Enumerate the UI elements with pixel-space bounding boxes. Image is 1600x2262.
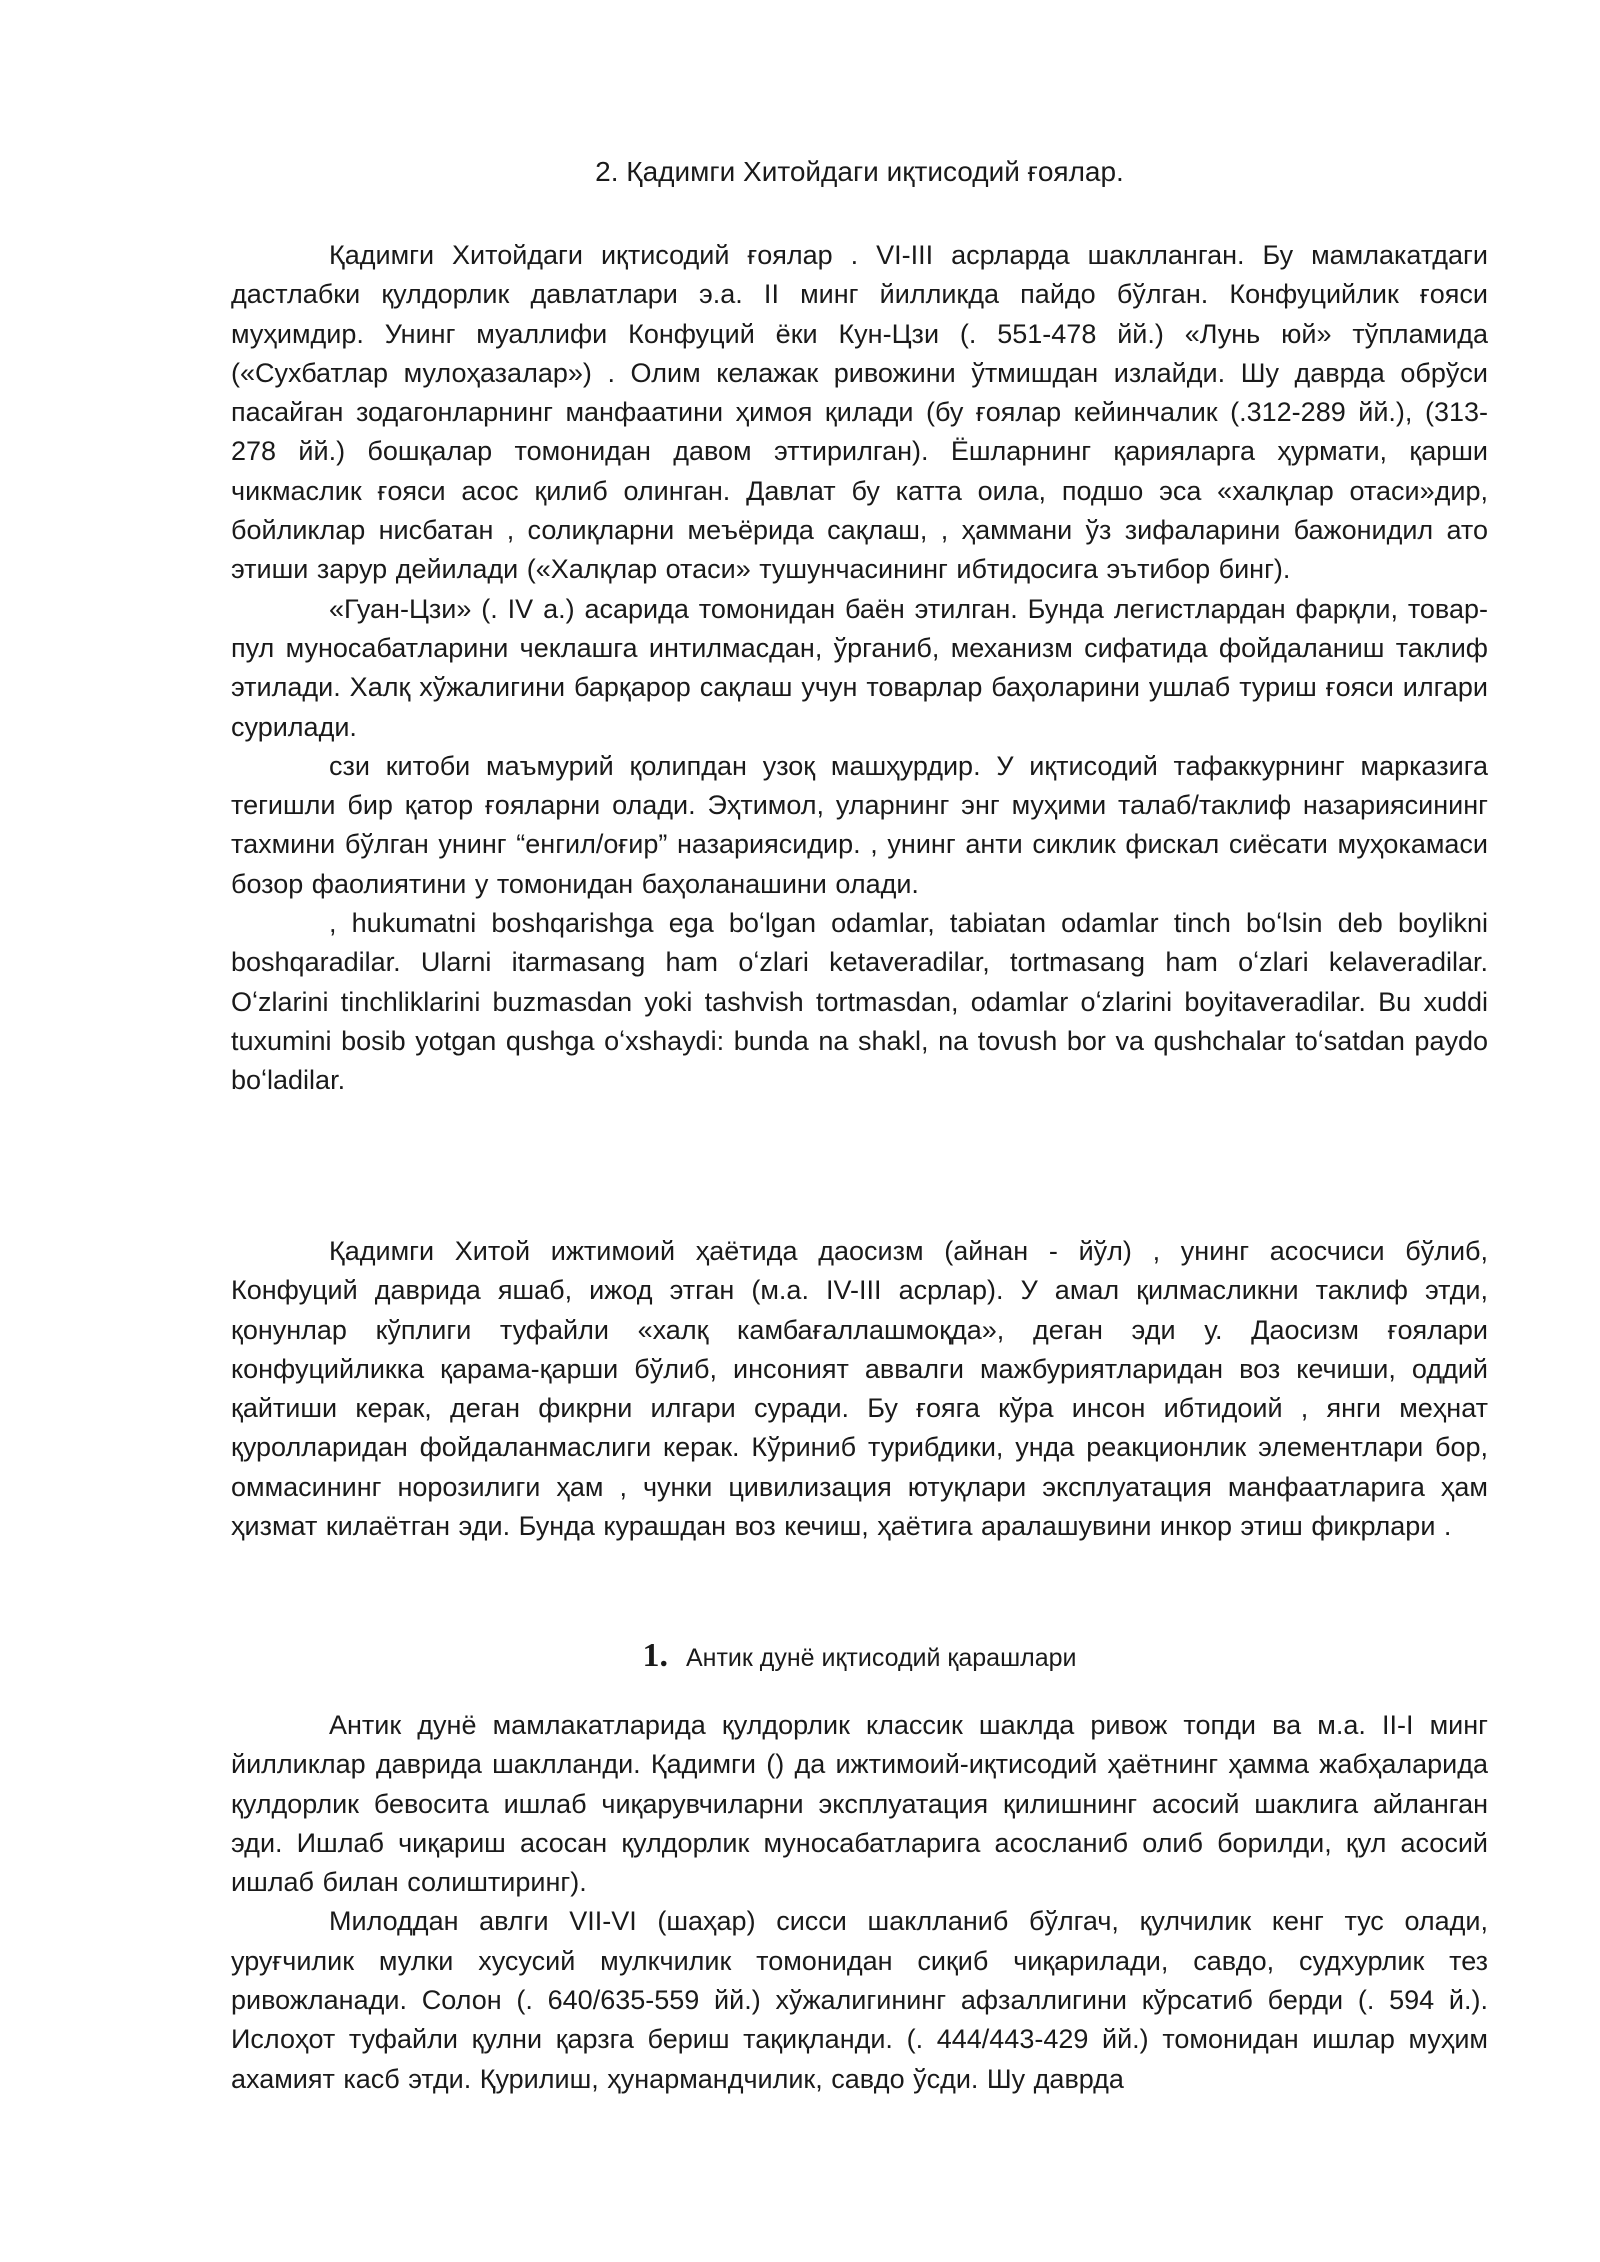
section-heading-china-text: 2. Қадимги Хитойдаги иқтисодий ғоялар. xyxy=(595,156,1124,187)
section-heading-antiquity xyxy=(231,1636,1488,1678)
section-heading-antiquity-text: Антик дунё иқтисодий қарашлари xyxy=(685,1644,1077,1672)
text-block-china xyxy=(231,236,1488,1101)
section-heading-china xyxy=(231,152,1488,192)
paragraph-uzbek-latin: , hukumatni boshqarishga ega boʻlgan odamlar, tabiatan odamlar tinch boʻlsin deb boylikni boshqaradilar. Ularni itarmasang ham oʻzlari ketaveradilar, tortmasang ham oʻzlari kelaveradilar. Oʻzlarini tinchliklarini buzmasdan yoki tashvish tortmasdan, odamlar oʻzlarini boyitaveradilar. Bu xuddi tuxumini bosib yotgan qushga oʻxshaydi: bunda na shakl, na tovush bor va qushchalar toʻsatdan paydo boʻladilar. xyxy=(231,908,1488,1096)
text-block-taoism xyxy=(231,1232,1488,1546)
paragraph-solon: Милоддан авлги VII-VI (шаҳар) сисси шаклланиб бўлгач, қулчилик кенг тус олади, уруғчилик мулки хусусий мулкчилик томонидан сиқиб чиқарилади, савдо, судхурлик тез ривожланади. Солон (. 640/635-559 йй.) хўжалигининг афзаллигини кўрсатиб берди (. 594 й.). Ислоҳот туфайли қулни қарзга бериш тақиқланди. (. 444/443-429 йй.) томонидан ишлар муҳим ахамият касб этди. Қурилиш, ҳунармандчилик, савдо ўсди. Шу даврда xyxy=(231,1906,1488,2094)
paragraph-guan-zi: «Гуан-Цзи» (. IV а.) асарида томонидан баён этилган. Бунда легистлардан фарқли, товар-пул муносабатларини чеклашга интилмасдан, ўрганиб, механизм сифатида фойдаланиш таклиф этилади. Халқ хўжалигини барқарор сақлаш учун товарлар баҳоларини ушлаб туриш ғояси илгари сурилади. xyxy=(231,593,1488,742)
section-heading-antiquity-number: 1. xyxy=(642,1637,668,1674)
paragraph-book: сзи китоби маъмурий қолипдан узоқ машҳурдир. У иқтисодий тафаккурнинг марказига тегишли бир қатор ғояларни олади. Эҳтимол, уларнинг энг муҳими талаб/таклиф назариясининг тахмини бўлган унинг “енгил/оғир” назариясидир. , унинг анти сиклик фискал сиёсати муҳокамаси бозор фаолиятини у томонидан баҳоланашини олади. xyxy=(231,750,1488,899)
paragraph-confucianism: Қадимги Хитойдаги иқтисодий ғоялар . VI-III асрларда шаклланган. Бу мамлакатдаги дастлабки қулдорлик давлатлари э.а. II минг йилликда пайдо бўлган. Конфуцийлик ғояси муҳимдир. Унинг муаллифи Конфуций ёки Кун-Цзи (. 551-478 йй.) «Лунь юй» тўпламида («Сухбатлар мулоҳазалар») . Олим келажак ривожини ўтмишдан излайди. Шу даврда обрўси пасайган зодагонларнинг манфаатини ҳимоя қилади (бу ғоялар кейинчалик (.312-289 йй.), (313-278 йй.) бошқалар томонидан давом эттирилган). Ёшларнинг қарияларга ҳурмати, қарши чикмаслик ғояси асос қилиб олинган. Давлат бу катта оила, подшо эса «халқлар отаси»дир, бойликлар нисбатан , солиқларни меъёрида сақлаш, , ҳаммани ўз зифаларини бажонидил ато этиши зарур дейилади («Халқлар отаси» тушунчасининг ибтидосига эътибор бинг). xyxy=(231,240,1488,585)
paragraph-antiquity-slavery: Антик дунё мамлакатларида қулдорлик классик шаклда ривож топди ва м.а. II-I минг йилликлар даврида шаклланди. Қадимги () да ижтимоий-иқтисодий ҳаётнинг ҳамма жабҳаларида қулдорлик бевосита ишлаб чиқарувчиларни эксплуатация қилишнинг асосий шаклига айланган эди. Ишлаб чиқариш асосан қулдорлик муносабатларига асосланиб олиб борилди, қул асосий ишлаб билан солиштиринг). xyxy=(231,1710,1488,1898)
paragraph-taoism: Қадимги Хитой ижтимоий ҳаётида даосизм (айнан - йўл) , унинг асосчиси бўлиб, Конфуций даврида яшаб, ижод этган (м.а. IV-III асрлар). У амал қилмасликни таклиф этди, қонунлар кўплиги туфайли «халқ камбағаллашмоқда», деган эди у. Даосизм ғоялари конфуцийликка қарама-қарши бўлиб, инсоният аввалги мажбуриятларидан воз кечиши, оддий қайтиши керак, деган фикрни илгари суради. Бу ғояга кўра инсон ибтидоий , янги меҳнат қуролларидан фойдаланмаслиги керак. Кўриниб турибдики, унда реакционлик элементлари бор, оммасининг норозилиги ҳам , чунки цивилизация ютуқлари эксплуатация манфаатларига ҳам ҳизмат килаётган эди. Бунда курашдан воз кечиш, ҳаётига аралашувини инкор этиш фикрлари . xyxy=(231,1236,1488,1542)
text-block-antiquity xyxy=(231,1706,1488,2099)
